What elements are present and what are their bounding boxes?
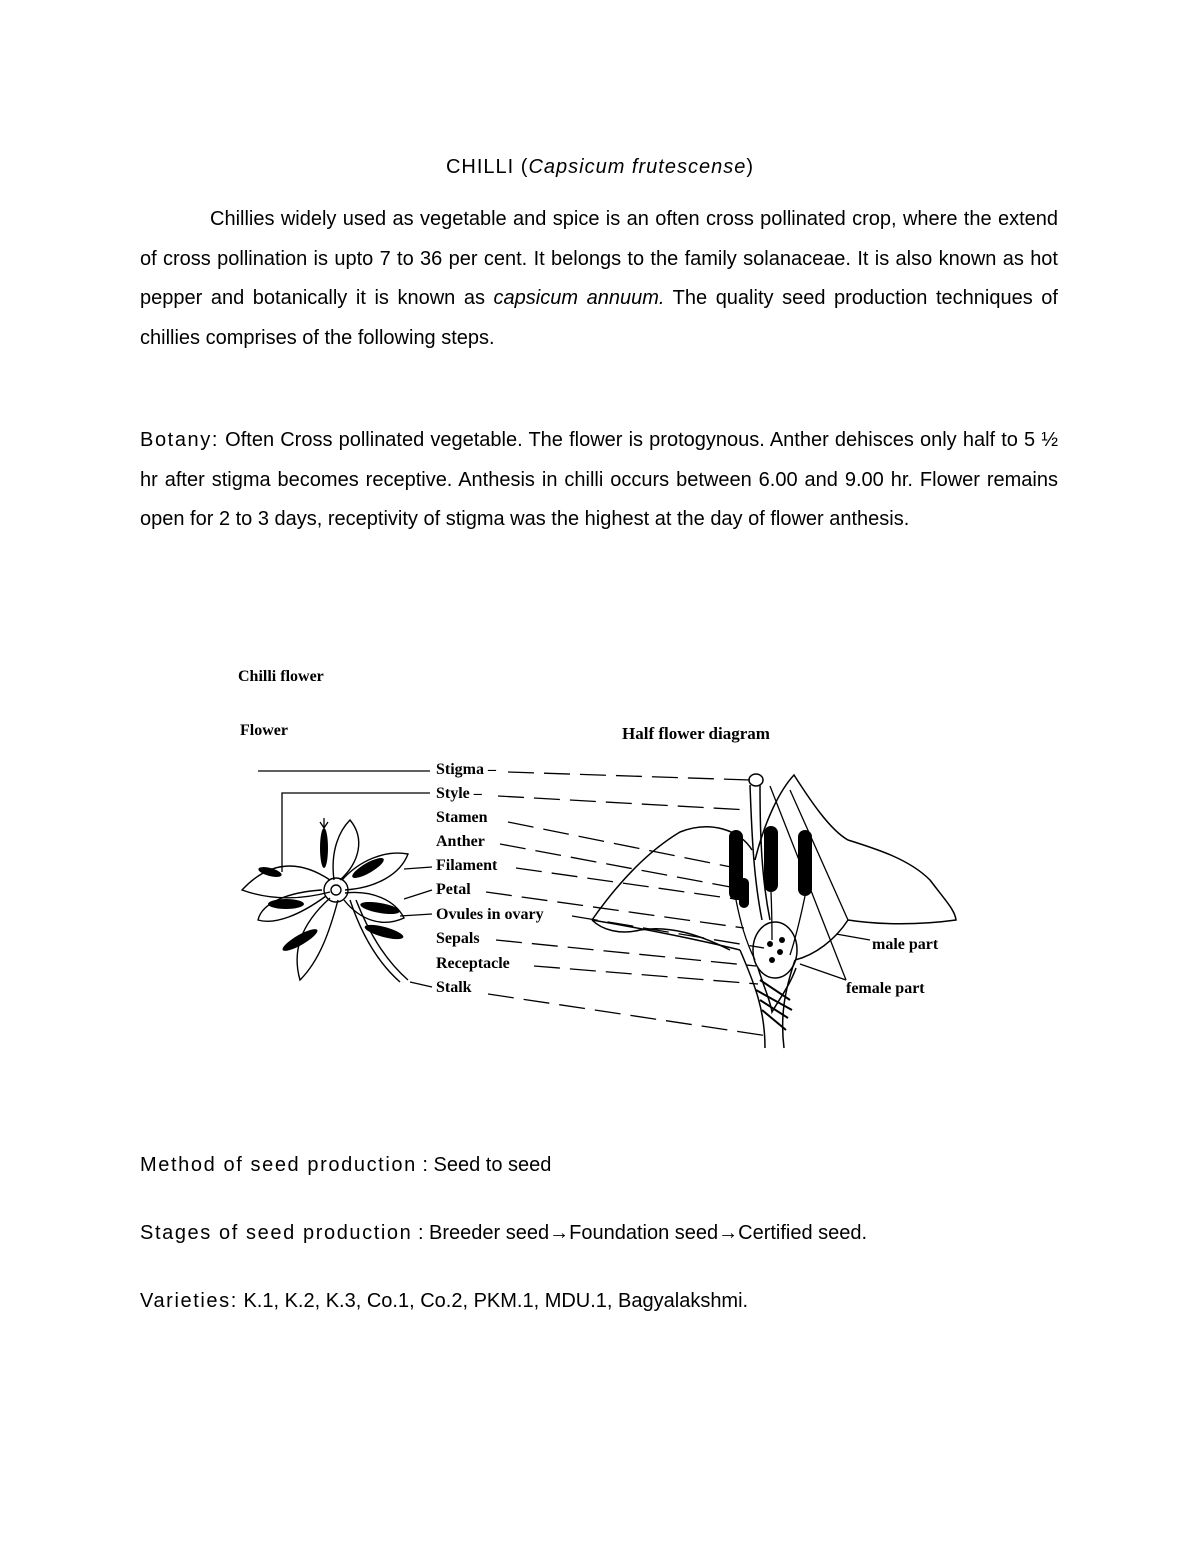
varieties-line xyxy=(140,1290,748,1313)
method-value: : Seed to seed xyxy=(416,1154,552,1176)
label-anther: Anther xyxy=(436,833,485,850)
title-close: ) xyxy=(746,156,754,178)
botany-heading: Botany: xyxy=(140,429,220,451)
label-male-part: male part xyxy=(872,936,939,953)
label-receptacle: Receptacle xyxy=(436,955,510,972)
label-stalk: Stalk xyxy=(436,979,472,996)
label-stigma: Stigma – xyxy=(436,761,496,778)
figure-right-caption: Half flower diagram xyxy=(622,724,770,743)
label-female-part: female part xyxy=(846,980,925,997)
label-petal: Petal xyxy=(436,881,471,898)
intro-text-b: The quality seed production techniques of chillies comprises of the following steps. xyxy=(140,287,1058,349)
title-text: CHILLI ( xyxy=(445,156,529,178)
method-line xyxy=(140,1154,551,1177)
figure-left-caption: Flower xyxy=(240,722,288,739)
label-filament: Filament xyxy=(436,857,498,874)
label-style: Style – xyxy=(436,785,482,802)
stages-value: : Breeder seed→Foundation seed→Certified seed. xyxy=(412,1222,868,1244)
title-scientific-name: Capsicum frutescense xyxy=(528,156,747,178)
label-ovules: Ovules in ovary xyxy=(436,906,544,923)
botany-text: Often Cross pollinated vegetable. The flower is protogynous. Anther dehisces only half to 5 ½ hr after stigma becomes receptive. Anthesis in chilli occurs between 6.00 and 9.00 hr. Flower remains open for 2 to 3 days, receptivity of stigma was the highest at the day of flower anthesis. xyxy=(140,429,1058,531)
stages-heading: Stages of seed production xyxy=(140,1222,413,1244)
method-heading: Method of seed production xyxy=(140,1154,417,1176)
label-stamen: Stamen xyxy=(436,809,488,826)
stages-line xyxy=(140,1222,867,1245)
varieties-value: K.1, K.2, K.3, Co.1, Co.2, PKM.1, MDU.1, Bagyalakshmi. xyxy=(237,1290,749,1312)
varieties-heading: Varieties: xyxy=(140,1290,238,1312)
figure-title: Chilli flower xyxy=(238,668,324,685)
intro-text-a: Chillies widely used as vegetable and spice is an often cross pollinated crop, where the extend of cross pollination is upto 7 to 36 per cent. It belongs to the family solanaceae. It is also known as hot pepper and botanically it is known as xyxy=(140,208,1058,310)
intro-scientific-name: capsicum annuum. xyxy=(493,287,665,310)
label-sepals: Sepals xyxy=(436,930,480,947)
